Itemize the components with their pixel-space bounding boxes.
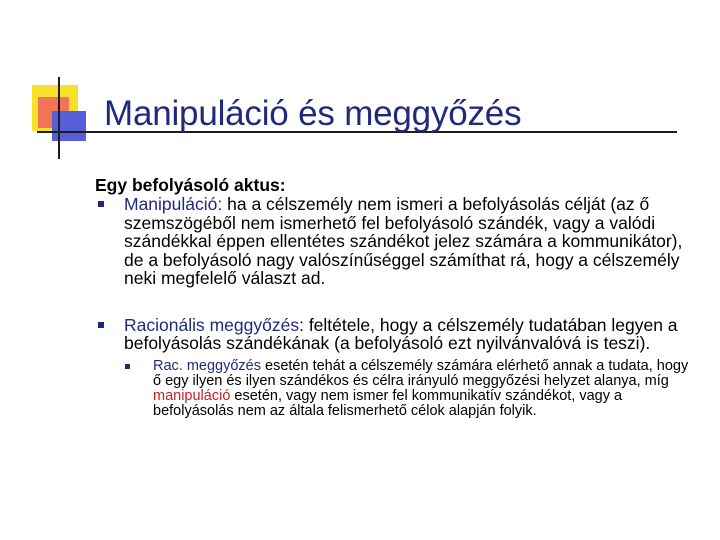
bullet-text: : feltétele, hogy a célszemély tudatában legyen a befolyásolás szándékának (a befolyásoló ezt nyilvánvalóvá is teszi).	[124, 314, 678, 353]
sub-bullet-text-end: esetén, vagy nem ismer fel kommunikatív szándékot, vagy a befolyásolás nem az általa felismerhető célok alapján folyik.	[153, 387, 623, 420]
term-manipulation: Manipuláció:	[124, 194, 223, 214]
square-bullet-icon	[98, 201, 104, 207]
slide-body	[95, 176, 695, 419]
intro-heading: Egy befolyásoló aktus:	[95, 175, 286, 195]
term-manipulation-inline: manipuláció	[153, 387, 231, 404]
term-rac-persuasion: Rac. meggyőzés	[153, 357, 261, 374]
bullet-manipulation	[95, 195, 695, 288]
bullet-text: ha a célszemély nem ismeri a befolyásolás célját (az ő szemszögéből nem ismerhető fel befolyásoló szándék, vagy a valódi szándékkal éppen ellentétes szándékot jelez számára a kommunikátor), de a befolyásoló nagy valószínűséggel számíthat rá, hogy a célszemély neki megfelelő választ ad.	[124, 194, 683, 288]
bullet-rational-persuasion	[95, 316, 695, 353]
sub-bullet-rac-persuasion	[153, 359, 695, 420]
square-bullet-icon	[125, 364, 130, 369]
sub-bullet-text: esetén tehát a célszemély számára elérhető annak a tudata, hogy ő egy ilyen és ilyen szándékos és célra irányuló meggyőzési helyzet alanya, míg	[153, 357, 689, 389]
square-bullet-icon	[98, 322, 104, 328]
slide-title: Manipuláció és meggyőzés	[104, 94, 522, 133]
decor-vertical-line	[58, 77, 60, 159]
term-rational-persuasion: Racionális meggyőzés	[124, 314, 300, 335]
